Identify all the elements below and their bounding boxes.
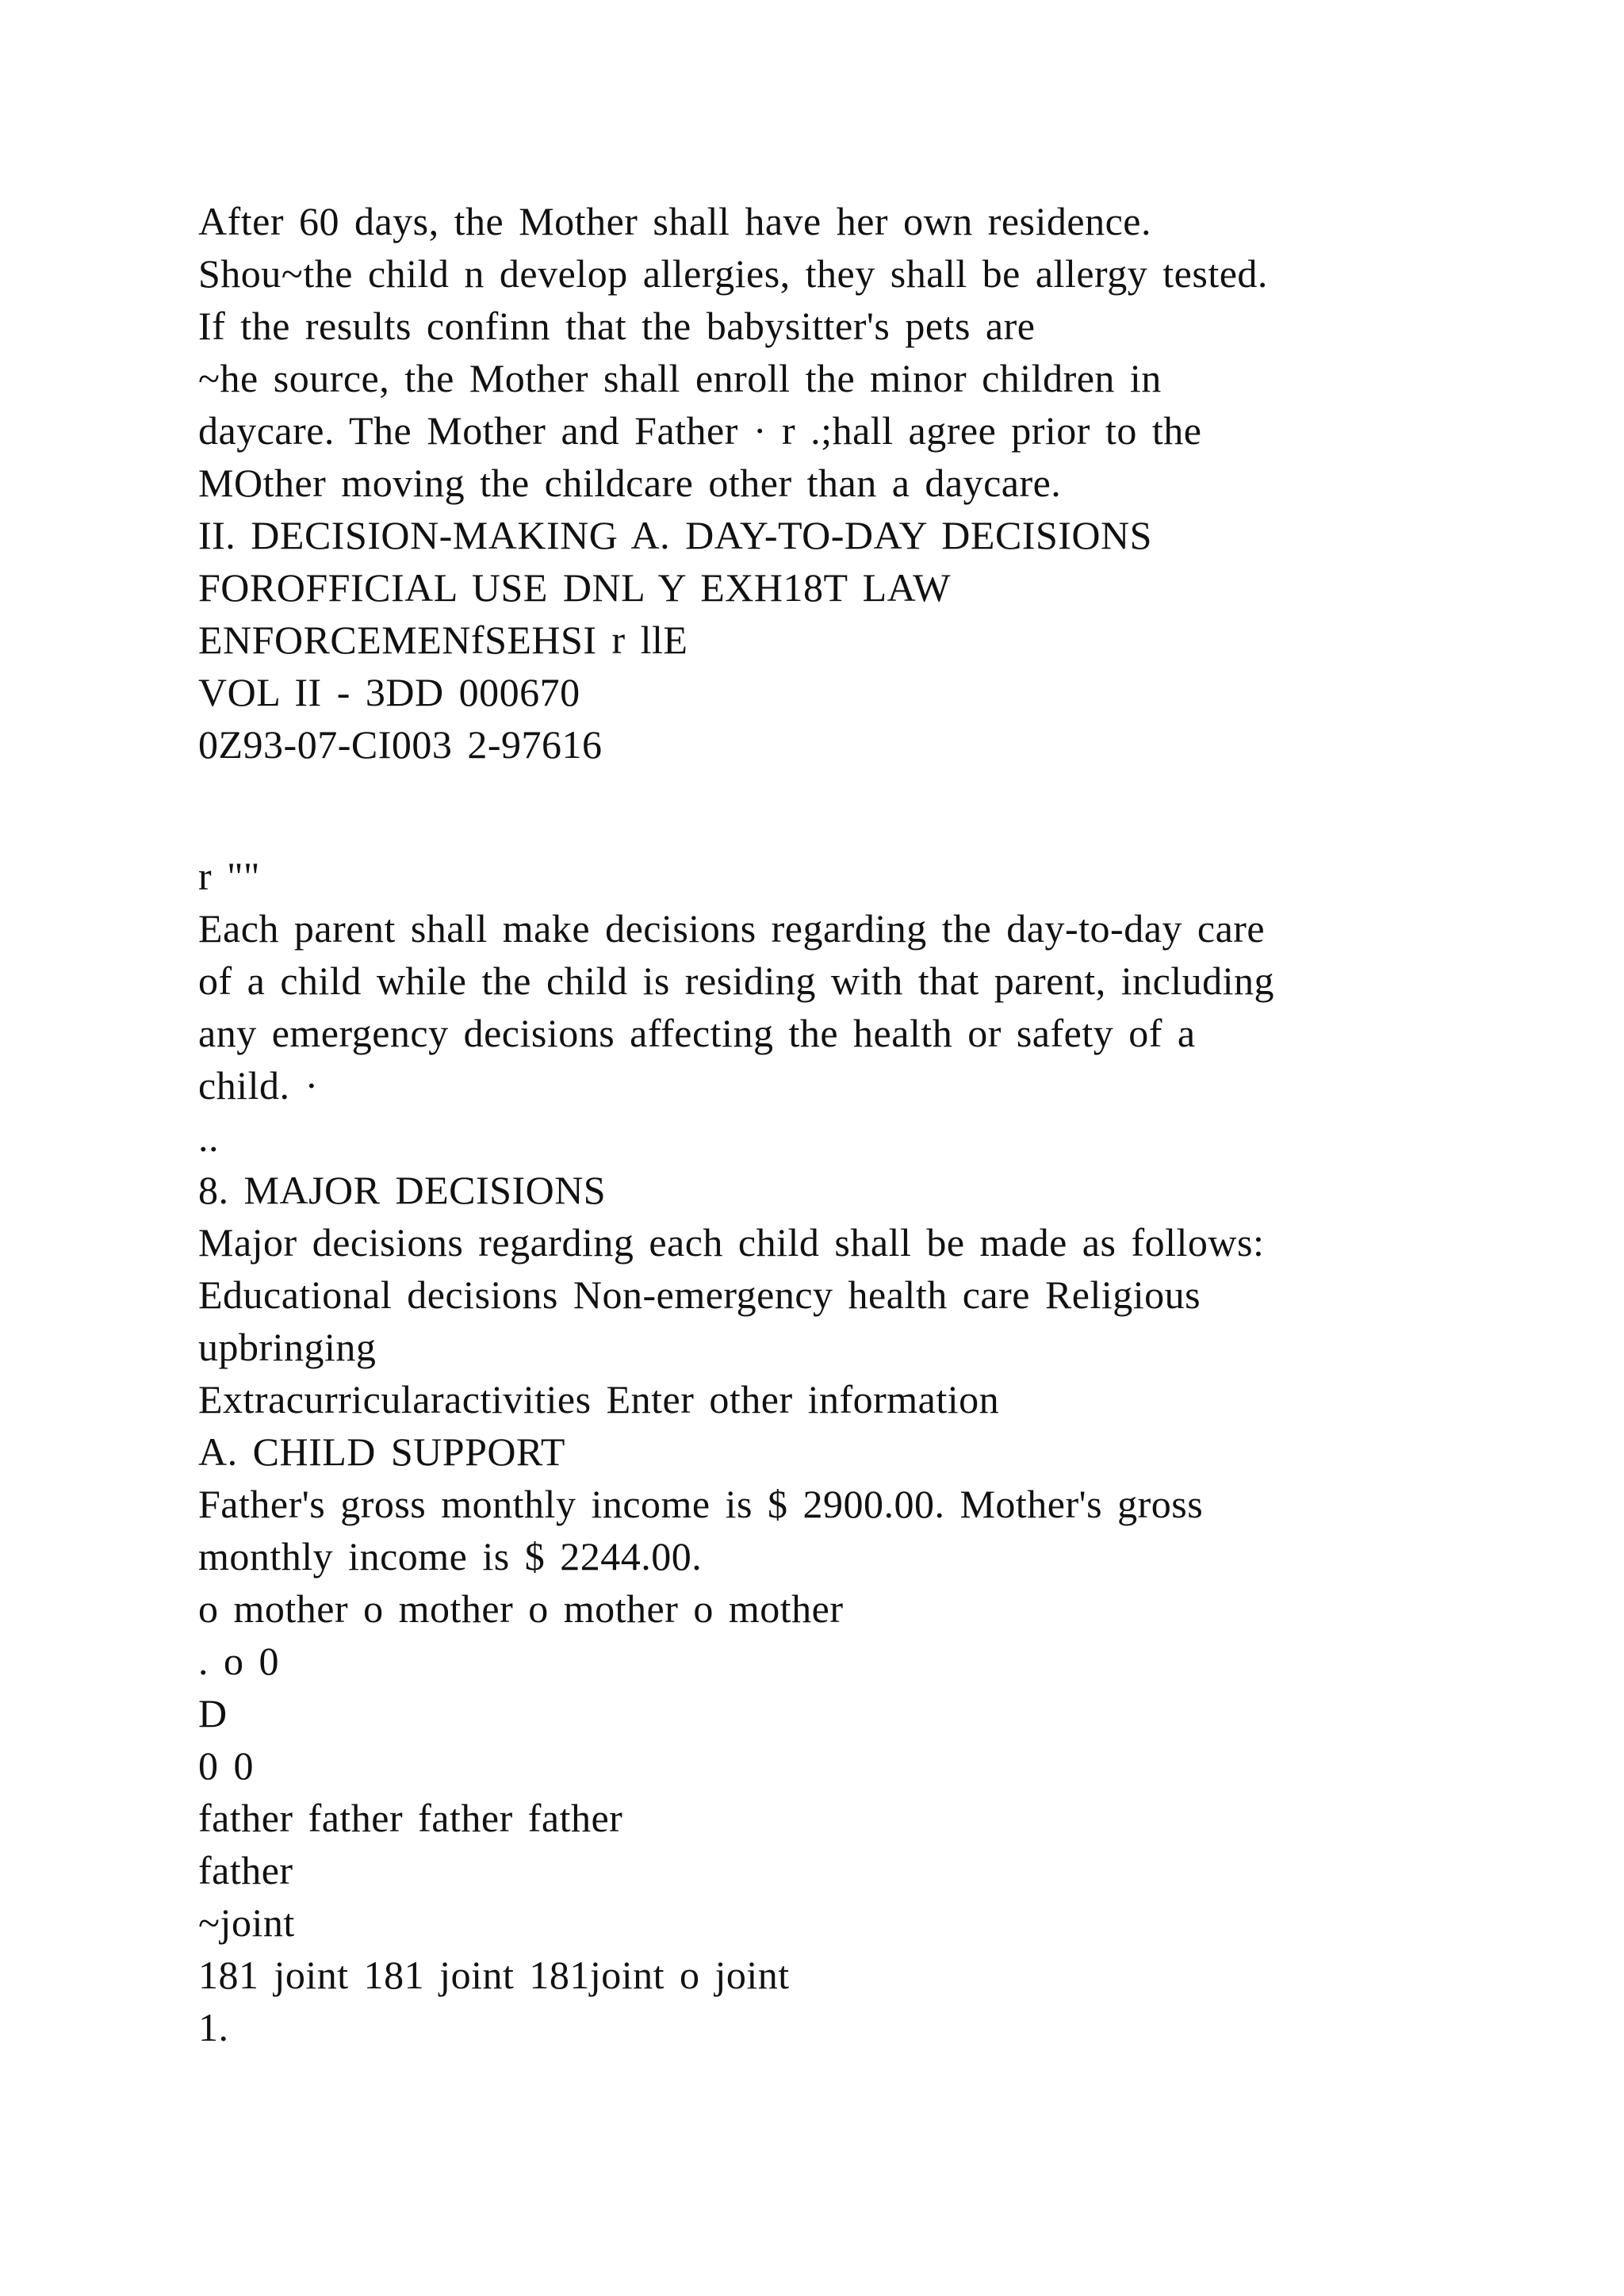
stamp-text: ENFORCEMENfSEHSI r llE bbox=[198, 618, 688, 662]
checkbox-row-text: father father father father bbox=[198, 1796, 623, 1840]
text-block-bottom bbox=[198, 850, 1546, 2053]
text-line: monthly income is $ 2244.00. bbox=[198, 1534, 703, 1578]
checkbox-row-text: 181 joint 181 joint 181joint o joint bbox=[198, 1953, 790, 1997]
text-line: daycare. The Mother and Father · r .;hall agree prior to the bbox=[198, 408, 1202, 453]
text-line: ~he source, the Mother shall enroll the minor children in bbox=[198, 356, 1162, 400]
text-line: r "" bbox=[198, 854, 260, 898]
text-line: child. · bbox=[198, 1063, 319, 1108]
checkbox-row-text: ~joint bbox=[198, 1900, 295, 1945]
bates-number: VOL II - 3DD 000670 bbox=[198, 670, 580, 714]
case-number: 0Z93-07-CI003 2-97616 bbox=[198, 722, 603, 767]
text-line: Major decisions regarding each child shall be made as follows: bbox=[198, 1220, 1265, 1265]
text-line: After 60 days, the Mother shall have her own residence. bbox=[198, 199, 1151, 243]
text-line: Shou~the child n develop allergies, they shall be allergy tested. bbox=[198, 251, 1268, 296]
section-heading: 8. MAJOR DECISIONS bbox=[198, 1168, 607, 1212]
text-line: Father's gross monthly income is $ 2900.00. Mother's gross bbox=[198, 1482, 1204, 1526]
text-line: If the results confinn that the babysitter's pets are bbox=[198, 304, 1036, 348]
section-heading: II. DECISION-MAKING A. DAY-TO-DAY DECISIONS bbox=[198, 513, 1152, 557]
text-line: .. bbox=[198, 1115, 219, 1160]
text-line: of a child while the child is residing with that parent, including bbox=[198, 959, 1275, 1003]
checkbox-row-text: . o 0 bbox=[198, 1639, 279, 1683]
text-line: Educational decisions Non-emergency health care Religious bbox=[198, 1272, 1201, 1317]
text-line: upbringing bbox=[198, 1325, 377, 1369]
checkbox-row-text: o mother o mother o mother o mother bbox=[198, 1586, 844, 1631]
section-heading: A. CHILD SUPPORT bbox=[198, 1429, 565, 1474]
text-line: Extracurricularactivities Enter other information bbox=[198, 1377, 1000, 1422]
checkbox-row-text: father bbox=[198, 1848, 293, 1892]
text-line: any emergency decisions affecting the health or safety of a bbox=[198, 1011, 1196, 1055]
text-block-top bbox=[198, 195, 1546, 771]
text-line: MOther moving the childcare other than a daycare. bbox=[198, 461, 1062, 505]
checkbox-row-text: D bbox=[198, 1691, 228, 1735]
text-line: 1. bbox=[198, 2005, 229, 2049]
text-line: Each parent shall make decisions regarding the day-to-day care bbox=[198, 906, 1266, 951]
stamp-text: FOROFFICIAL USE DNL Y EXH18T LAW bbox=[198, 565, 951, 610]
checkbox-row-text: 0 0 bbox=[198, 1743, 254, 1788]
